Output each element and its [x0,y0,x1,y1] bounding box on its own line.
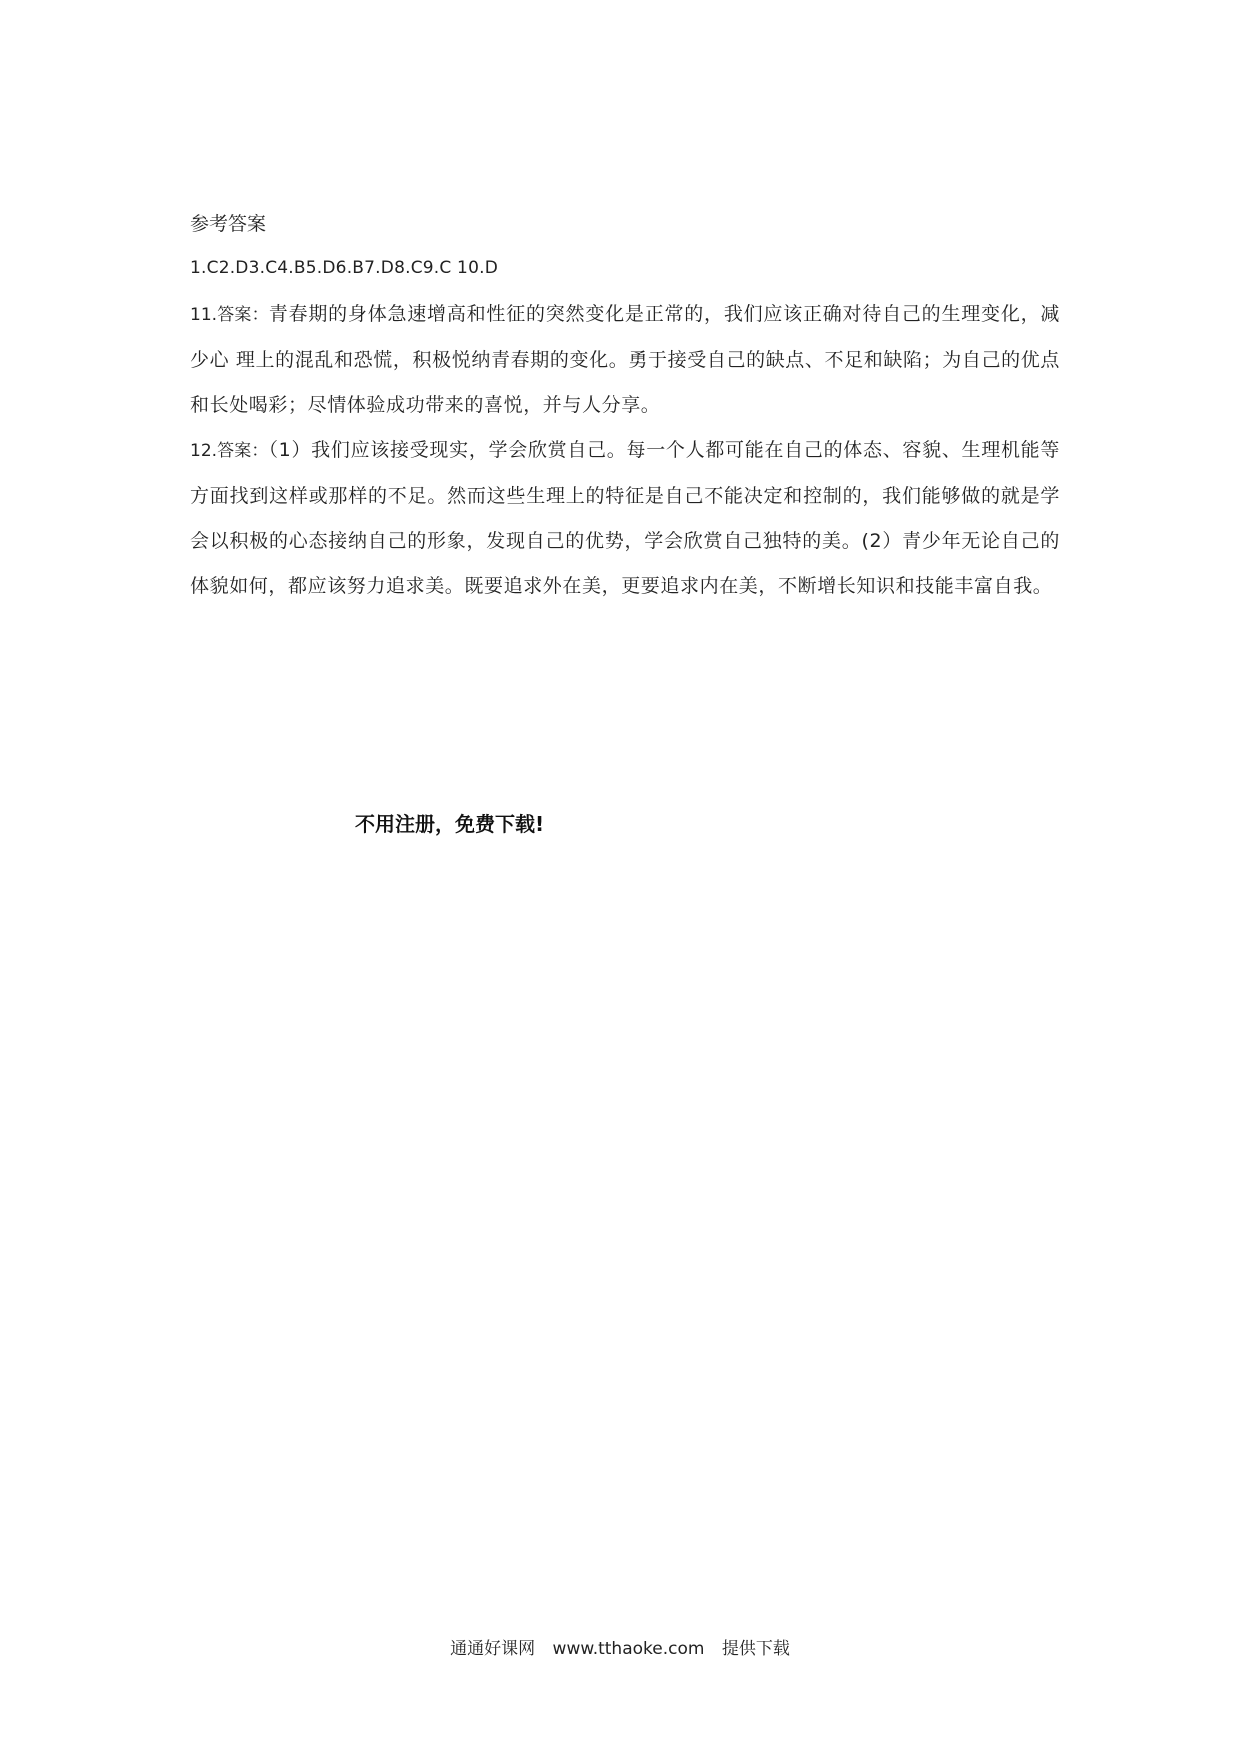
answer-title: 参考答案 [190,213,267,235]
question-11-text: 青春期的身体急速增高和性征的突然变化是正常的，我们应该正确对待自己的生理变化，减少心 理上的混乱和恐慌，积极悦纳青春期的变化。勇于接受自己的缺点、不足和缺陷；为自己的优点和长处喝彩；尽情体验成功带来的喜悦，并与人分享。 [190,303,1060,416]
question-12-answer [190,428,1060,609]
question-12-text: （1）我们应该接受现实，学会欣赏自己。每一个人都可能在自己的体态、容貌、生理机能等方面找到这样或那样的不足。然而这些生理上的特征是自己不能决定和控制的，我们能够做的就是学会以积极的心态接纳自己的形象，发现自己的优势，学会欣赏自己独特的美。(2）青少年无论自己的体貌如何，都应该努力追求美。既要追求外在美，更要追求内在美，不断增长知识和技能丰富自我。 [190,439,1060,597]
question-12-label: 12.答案： [190,441,269,461]
choice-answers: 1.C2.D3.C4.B5.D6.B7.D8.C9.C 10.D [190,258,498,278]
page-footer [0,1634,1240,1659]
footer-url[interactable]: www.tthaoke.com [552,1639,705,1659]
answer-section [190,204,1060,609]
question-11-answer [190,292,1060,428]
question-11-label: 11.答案： [190,305,269,325]
footer-suffix: 提供下载 [721,1639,790,1659]
promo-text: 不用注册，免费下载! [355,812,545,836]
footer-site-name: 通通好课网 [450,1639,536,1659]
